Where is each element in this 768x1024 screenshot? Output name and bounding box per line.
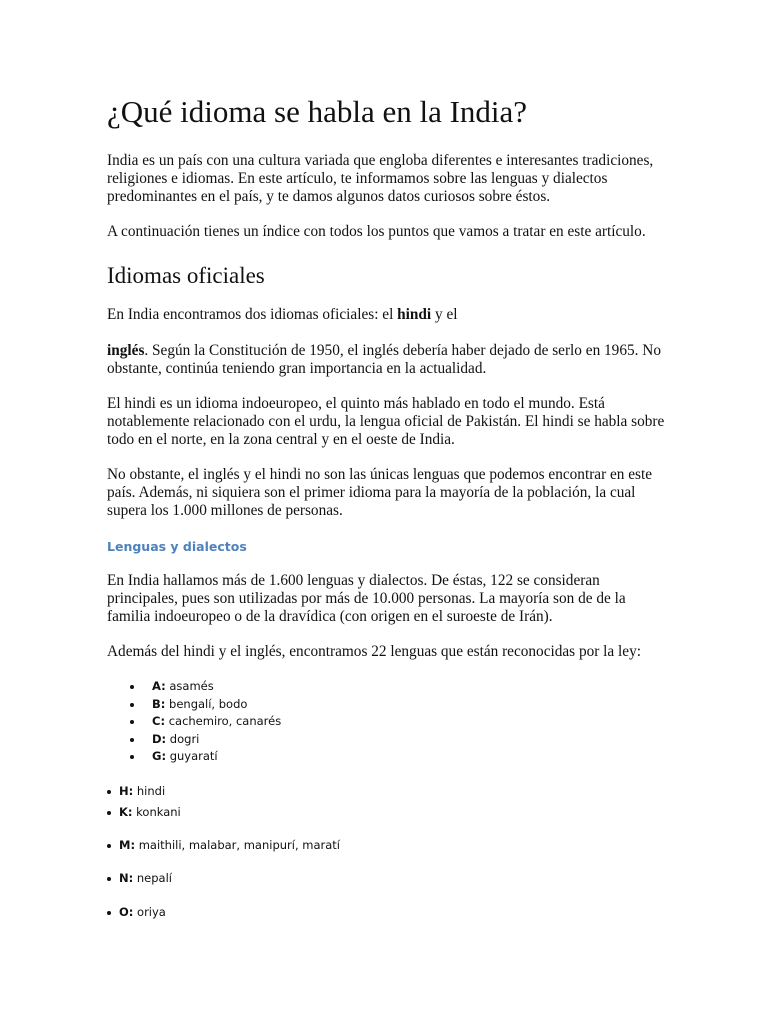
text-line: En India hallamos más de 1.600 lenguas y dialectos. De éstas, 122 se consideran: [107, 572, 600, 589]
page-title: ¿Qué idioma se habla en la India?: [107, 94, 528, 129]
index-note: A continuación tienes un índice con todos los puntos que vamos a tratar en este artículo.: [107, 223, 646, 240]
list-item: [107, 713, 667, 731]
official-line-1: [107, 306, 667, 324]
bullet-icon: [107, 877, 111, 881]
list-item: [107, 678, 667, 696]
bullet-icon: [130, 685, 134, 689]
list-letter: B:: [152, 696, 166, 711]
text-line: familia indoeuropeo o de la dravídica (con origen en el suroeste de Irán).: [107, 608, 553, 625]
text-line: todo en el norte, en la zona central y en el oeste de India.: [107, 431, 455, 448]
dialects-paragraph-1: [107, 572, 667, 626]
bullet-icon: [107, 911, 111, 915]
list-letter: N:: [119, 871, 134, 885]
bullet-icon: [130, 755, 134, 759]
official-paragraph-2: [107, 395, 667, 449]
bold-ingles: inglés: [107, 342, 145, 359]
text-line: No obstante, el inglés y el hindi no son las únicas lenguas que podemos encontrar en este: [107, 466, 653, 483]
list-text: asamés: [165, 679, 214, 693]
list-item: [107, 804, 667, 822]
list-item: [107, 904, 667, 922]
list-letter: C:: [152, 714, 166, 728]
languages-list-b: [107, 783, 667, 922]
intro-line: predominantes en el país, y te damos algunos datos curiosos sobre éstos.: [107, 188, 551, 205]
list-letter: A:: [152, 679, 166, 693]
list-item: [107, 748, 667, 766]
list-letter: M:: [119, 837, 136, 852]
text: y el: [431, 306, 458, 323]
list-text: hindi: [133, 783, 166, 798]
text: . Según la Constitución de 1950, el inglés debería haber dejado de serlo en 1965. No: [144, 342, 661, 359]
section-heading-dialects: Lenguas y dialectos: [107, 539, 247, 554]
list-item: [107, 783, 667, 801]
list-text: dogri: [166, 731, 200, 746]
text: En India encontramos dos idiomas oficiales: el: [107, 306, 398, 323]
bullet-icon: [130, 720, 134, 724]
document-page: [107, 92, 667, 921]
list-text: oriya: [133, 904, 166, 919]
text-line: El hindi es un idioma indoeuropeo, el quinto más hablado en todo el mundo. Está: [107, 395, 605, 412]
list-text: bengalí, bodo: [165, 696, 248, 711]
bullet-icon: [130, 703, 134, 707]
list-item: [107, 731, 667, 749]
section-heading-official: Idiomas oficiales: [107, 263, 265, 288]
dialects-paragraph-2: Además del hindi y el inglés, encontramos 22 lenguas que están reconocidas por la ley:: [107, 643, 641, 660]
official-paragraph-3: [107, 466, 667, 520]
list-item: [107, 837, 667, 855]
list-item: [107, 870, 667, 888]
text-line: notablemente relacionado con el urdu, la lengua oficial de Pakistán. El hindi se habla sobre: [107, 413, 665, 430]
bullet-icon: [107, 811, 111, 815]
list-letter: H:: [119, 783, 134, 798]
list-text: nepalí: [133, 871, 172, 885]
list-text: maithili, malabar, manipurí, maratí: [135, 837, 341, 852]
list-item: [107, 696, 667, 714]
text-line: principales, pues son utilizadas por más de 10.000 personas. La mayoría son de de la: [107, 590, 626, 607]
list-text: cachemiro, canarés: [165, 714, 282, 728]
bullet-icon: [130, 738, 134, 742]
bullet-icon: [107, 790, 111, 794]
list-letter: K:: [119, 805, 133, 819]
intro-line: religiones e idiomas. En este artículo, te informamos sobre las lenguas y dialectos: [107, 170, 608, 187]
list-letter: O:: [119, 904, 134, 919]
intro-line: India es un país con una cultura variada que engloba diferentes e interesantes tradiciones,: [107, 152, 654, 169]
text-line: país. Además, ni siquiera son el primer idioma para la mayoría de la población, la cual: [107, 484, 636, 501]
bullet-icon: [107, 844, 111, 848]
text-line: supera los 1.000 millones de personas.: [107, 502, 343, 519]
list-letter: D:: [152, 731, 167, 746]
text: obstante, continúa teniendo gran importancia en la actualidad.: [107, 360, 487, 377]
official-paragraph-1: [107, 342, 667, 378]
list-letter: G:: [152, 749, 167, 763]
list-text: konkani: [132, 805, 181, 819]
languages-list-a: [107, 678, 667, 766]
list-text: guyaratí: [166, 749, 218, 763]
bold-hindi: hindi: [397, 306, 432, 323]
intro-paragraph: [107, 152, 667, 206]
